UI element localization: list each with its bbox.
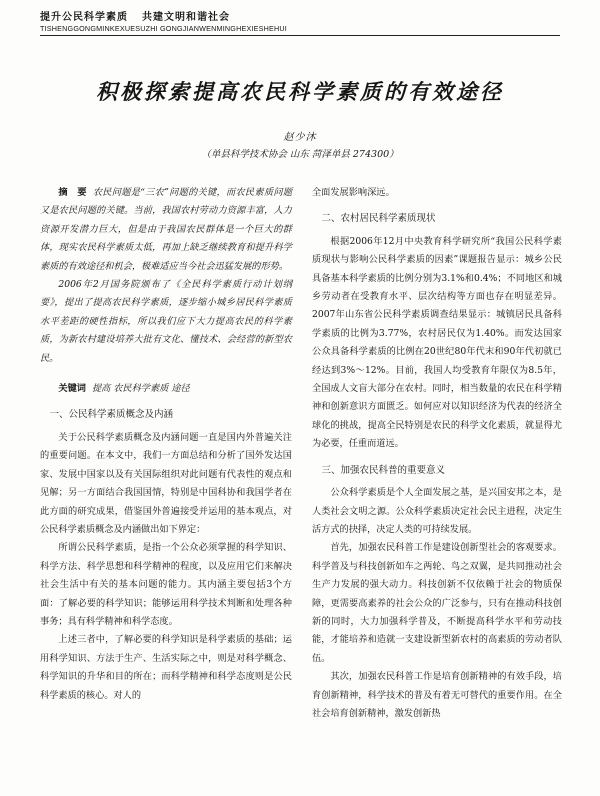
abstract-paragraph-2: 2006年2月国务院颁布了《全民科学素质行动计划纲要》，提出了提高农民科学素质，逐步缩小城乡居民科学素质水平差距的硬性指标，所以我们应下大力提高农民的科学素质，为新农村建设培养大批有文化、懂技术、会经营的新型农民。: [40, 279, 292, 364]
keywords-label: 关键词: [58, 383, 86, 395]
article-title: 积极探索提高农民科学素质的有效途径: [96, 79, 504, 104]
body-paragraph-continued: 全面发展影响深远。: [312, 187, 395, 198]
section-heading-3: 三、加强农民科普的重要意义: [321, 464, 446, 476]
left-column: [40, 184, 292, 705]
body-paragraph: 所谓公民科学素质，是指一个公众必须掌握的科学知识、科学方法、科学思想和科学精神的程度，以及应用它们来解决社会生活中有关的基本问题的能力。其内涵主要包括3个方面：了解必要的科学知识；能够运用科学技术判断和处理各种事务；具有科学精神和科学态度。: [40, 542, 292, 627]
running-header: [40, 8, 560, 36]
abstract-paragraph: [40, 184, 292, 276]
body-paragraph: 首先，加强农民科普工作是建设创新型社会的客观要求。科学普及与科技创新如车之两轮、鸟之双翼，是共同推动社会生产力发展的强大动力。科技创新不仅依赖于社会的物质保障，更需要高素养的社会公众的广泛参与，只有在推动科技创新的同时，大力加强科学普及，不断提高科学水平和劳动技能，才能培养和造就一支建设新型新农村的高素质的劳动者队伍。: [312, 542, 562, 664]
author-affiliation: （单县科学技术协会 山东 菏泽单县 274300）: [201, 149, 399, 160]
section-heading-1: 一、公民科学素质概念及内涵: [49, 409, 174, 421]
body-paragraph: 根据2006年12月中央教育科学研究所“我国公民科学素质现状与影响公民科学素质的因素”课题报告显示：城乡公民具备基本科学素质的比例分别为3.1%和0.4%；不同地区和城乡劳动者在受教育水平、层次结构等方面也存在明显差异。2007年山东省公民科学素质调查结果显示：城镇居民具备科学素质的比例为3.77%，农村居民仅为1.40%。而发达国家公众具备科学素质的比例在20世纪80年代末和90年代初就已经达到3%～12%。目前，我国人均受教育年限仅为8.5年，全国成人文盲大部分在农村。同时，相当数量的农民在科学精神和创新意识方面匮乏。如何应对以知识经济为代表的经济全球化的挑战，提高全民特别是农民的科学文化素质，就显得尤为必要，任重而道远。: [312, 235, 562, 450]
keywords-text: 提高 农民科学素质 途径: [91, 383, 190, 395]
body-paragraph: 其次，加强农民科普工作是培育创新精神的有效手段，培育创新精神，科学技术的普及有着无可替代的重要作用。在全社会培育创新精神，激发创新热: [312, 671, 562, 719]
keywords: [40, 380, 292, 398]
right-column: [312, 184, 562, 723]
header-slogan: [40, 8, 560, 23]
header-slogan-right: 共建文明和谐社会: [142, 12, 230, 23]
body-paragraph: 上述三者中，了解必要的科学知识是科学素质的基础；运用科学知识、方法于生产、生活实际之中，则是对科学概念、科学知识的升华和目的所在；而科学精神和科学态度则是公民科学素质的核心。对人的: [40, 634, 292, 701]
section-heading-2: 二、农村居民科学素质现状: [321, 213, 436, 225]
header-pinyin: TISHENGGONGMINKEXUESUZHI GONGJIANWENMINGHEXIESHEHUI: [40, 24, 288, 33]
header-slogan-left: 提升公民科学素质: [40, 12, 128, 23]
abstract-label: 摘 要: [58, 187, 87, 198]
body-paragraph: 公众科学素质是个人全面发展之基，是兴国安邦之本，是人类社会文明之源。公众科学素质决定社会民主进程，决定生活方式的抉择，决定人类的可持续发展。: [312, 487, 562, 535]
author-name: 赵少沐: [283, 132, 317, 143]
abstract-text: 农民问题是“三农”问题的关键，而农民素质问题又是农民问题的关键。当前，我国农村劳动力资源丰富，人力资源开发潜力巨大，但是由于我国农民群体是一个巨大的群体，现实农民科学素质太低，再加上缺乏继续教育和提升科学素质的有效途径和机会，极难适应当今社会迅猛发展的形势。: [40, 187, 293, 272]
body-paragraph: 关于公民科学素质概念及内涵问题一直是国内外普遍关注的重要问题。在本文中，我们一方面总结和分析了国外发达国家、发展中国家以及有关国际组织对此问题有代表性的观点和见解；另一方面结合我国国情，特别是中国科协和我国学者在此方面的研究成果，借鉴国外普遍接受并运用的基本观点，对公民科学素质概念及内涵做出如下界定：: [40, 431, 292, 535]
header-divider: [40, 35, 560, 36]
